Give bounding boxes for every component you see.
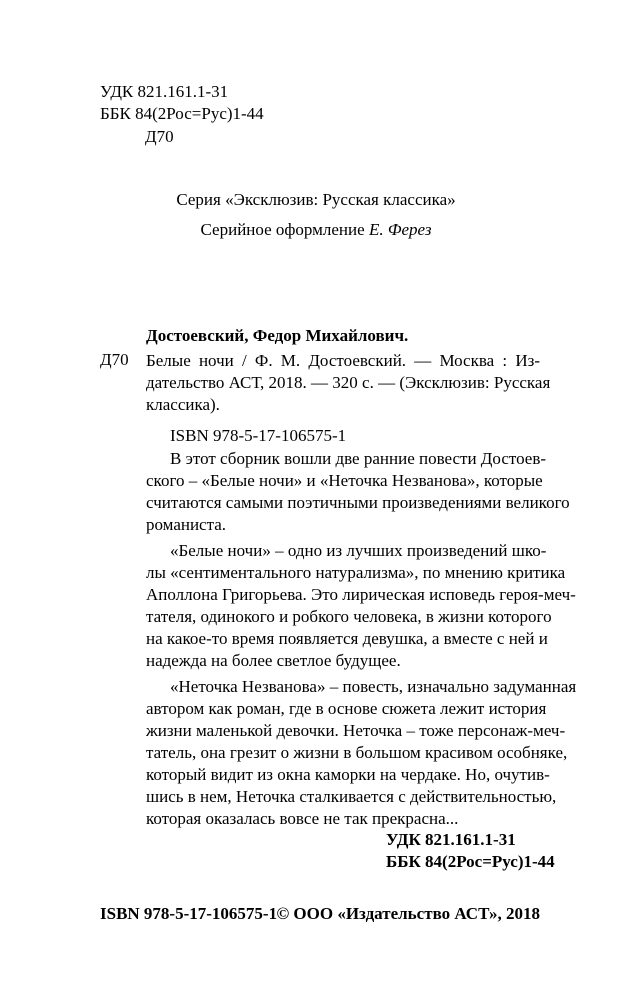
annotation-line: тателя, одинокого и робкого человека, в жизни которого — [146, 607, 552, 626]
annotation-line: «Белые ночи» – одно из лучших произведений шко- — [170, 541, 547, 560]
index-bbk: ББК 84(2Рос=Рус)1-44 — [386, 852, 555, 871]
record-desc-line: Белые ночи / Ф. М. Достоевский. — Москва : Из- — [146, 351, 540, 370]
footer-copyright: © ООО «Издательство АСТ», 2018 — [276, 904, 540, 923]
annotation-line: Аполлона Григорьева. Это лирическая исповедь героя-меч- — [146, 585, 576, 604]
udk-code: УДК 821.161.1-31 — [100, 82, 229, 101]
bbk-code: ББК 84(2Рос=Рус)1-44 — [100, 104, 264, 123]
annotation-line: романиста. — [146, 515, 227, 534]
annotation-line: лы «сентиментального натурализма», по мнению критика — [146, 563, 566, 582]
record-author: Достоевский, Федор Михайлович. — [146, 326, 409, 345]
annotation-line: шись в нем, Неточка сталкивается с действительностью, — [146, 787, 557, 806]
annotation-line: автором как роман, где в основе сюжета лежит история — [146, 699, 547, 718]
series-designer: Е. Ферез — [368, 220, 432, 239]
annotation-line: «Неточка Незванова» – повесть, изначально задуманная — [170, 677, 577, 696]
annotation-line: жизни маленькой девочки. Неточка – тоже персонаж-меч- — [146, 721, 566, 740]
series-design-prefix: Серийное оформление — [200, 220, 365, 239]
series-line: Серия «Эксклюзив: Русская классика» — [176, 190, 456, 209]
index-udk: УДК 821.161.1-31 — [386, 830, 516, 849]
series-design — [0, 220, 632, 240]
annotation-line: считаются самыми поэтичными произведениями великого — [146, 493, 570, 512]
record-author-mark: Д70 — [100, 350, 129, 369]
annotation-line: который видит из окна каморки на чердаке. Но, очутив- — [146, 765, 550, 784]
annotation-line: ского – «Белые ночи» и «Неточка Незванова», которые — [146, 471, 543, 490]
annotation-line: татель, она грезит о жизни в большом красивом особняке, — [146, 743, 568, 762]
annotation-line: на какое-то время появляется девушка, а вместе с ней и — [146, 629, 548, 648]
record-desc-line: классика). — [146, 395, 220, 414]
author-mark: Д70 — [145, 127, 174, 146]
annotation-line: надежда на более светлое будущее. — [146, 651, 401, 670]
footer-isbn: ISBN 978-5-17-106575-1 — [100, 904, 278, 923]
annotation-line: которая оказалась вовсе не так прекрасна... — [146, 809, 459, 828]
annotation-line: В этот сборник вошли две ранние повести Достоев- — [170, 449, 547, 468]
record-desc-line: дательство АСТ, 2018. — 320 с. — (Эксклюзив: Русская — [146, 373, 551, 392]
record-isbn: ISBN 978-5-17-106575-1 — [170, 426, 347, 445]
